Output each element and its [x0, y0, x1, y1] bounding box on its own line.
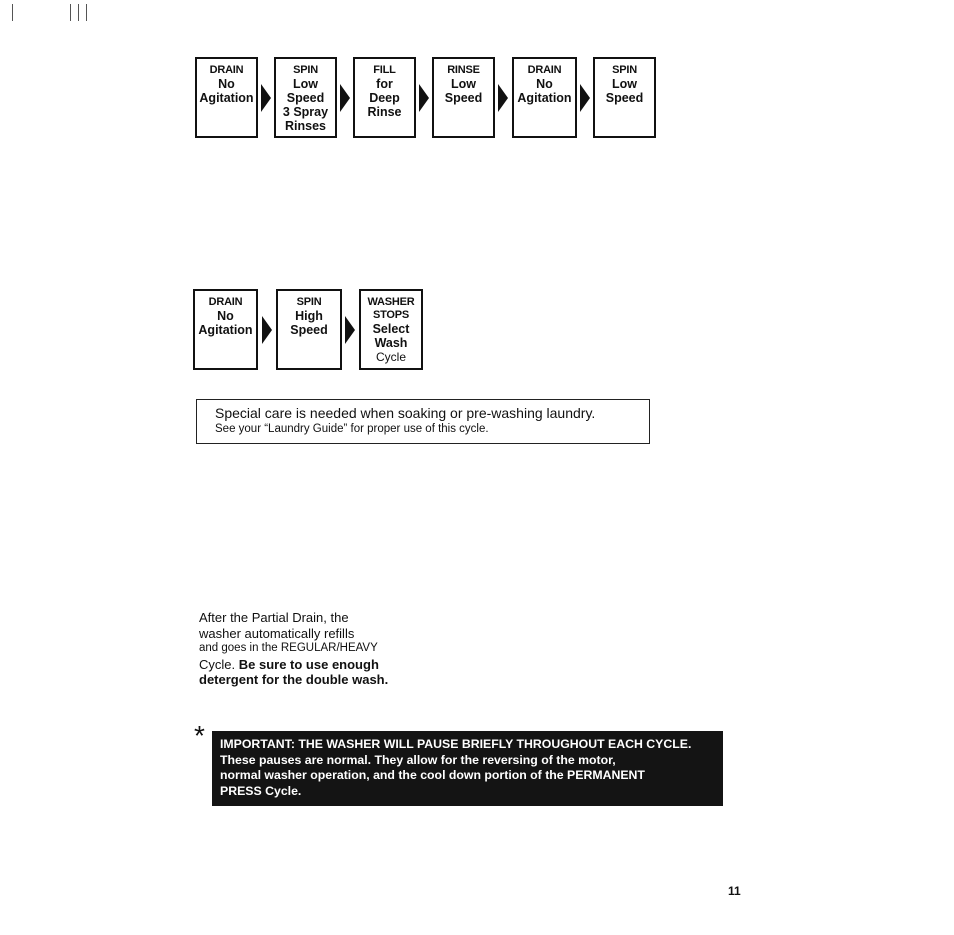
special-care-note [196, 399, 650, 444]
step-spin-1: SPIN Low Speed 3 Spray Rinses [274, 57, 337, 138]
important-line-2: These pauses are normal. They allow for the reversing of the motor, [220, 752, 616, 767]
arrow-right-icon [261, 84, 271, 112]
arrow-right-icon [345, 316, 355, 344]
step-drain-3: DRAIN No Agitation [193, 289, 258, 370]
step-spin-2: SPIN Low Speed [593, 57, 656, 138]
arrow-right-icon [580, 84, 590, 112]
important-notice [212, 731, 723, 806]
asterisk-icon: * [194, 720, 205, 751]
step-fill: FILL for Deep Rinse [353, 57, 416, 138]
step-drain-2: DRAIN No Agitation [512, 57, 577, 138]
step-drain-1: DRAIN No Agitation [195, 57, 258, 138]
arrow-right-icon [419, 84, 429, 112]
important-line-4: PRESS Cycle. [220, 783, 302, 798]
note-line-2: See your “Laundry Guide” for proper use of this cycle. [215, 423, 489, 435]
important-line-1: IMPORTANT: THE WASHER WILL PAUSE BRIEFLY THROUGHOUT EACH CYCLE. [220, 737, 692, 751]
step-washer-stops: WASHER STOPS Select Wash Cycle [359, 289, 423, 370]
arrow-right-icon [340, 84, 350, 112]
arrow-right-icon [262, 316, 272, 344]
note-line-1: Special care is needed when soaking or pre-washing laundry. [215, 405, 596, 421]
page-number: 11 [728, 884, 741, 898]
arrow-right-icon [498, 84, 508, 112]
partial-drain-text: After the Partial Drain, the washer automatically refills and goes in the REGULAR/HEAVY Cycle. Be sure to use enough detergent for the double wash. [199, 610, 389, 687]
important-line-3: normal washer operation, and the cool down portion of the PERMANENT [220, 768, 645, 782]
step-spin-high: SPIN High Speed [276, 289, 342, 370]
step-rinse: RINSE Low Speed [432, 57, 495, 138]
